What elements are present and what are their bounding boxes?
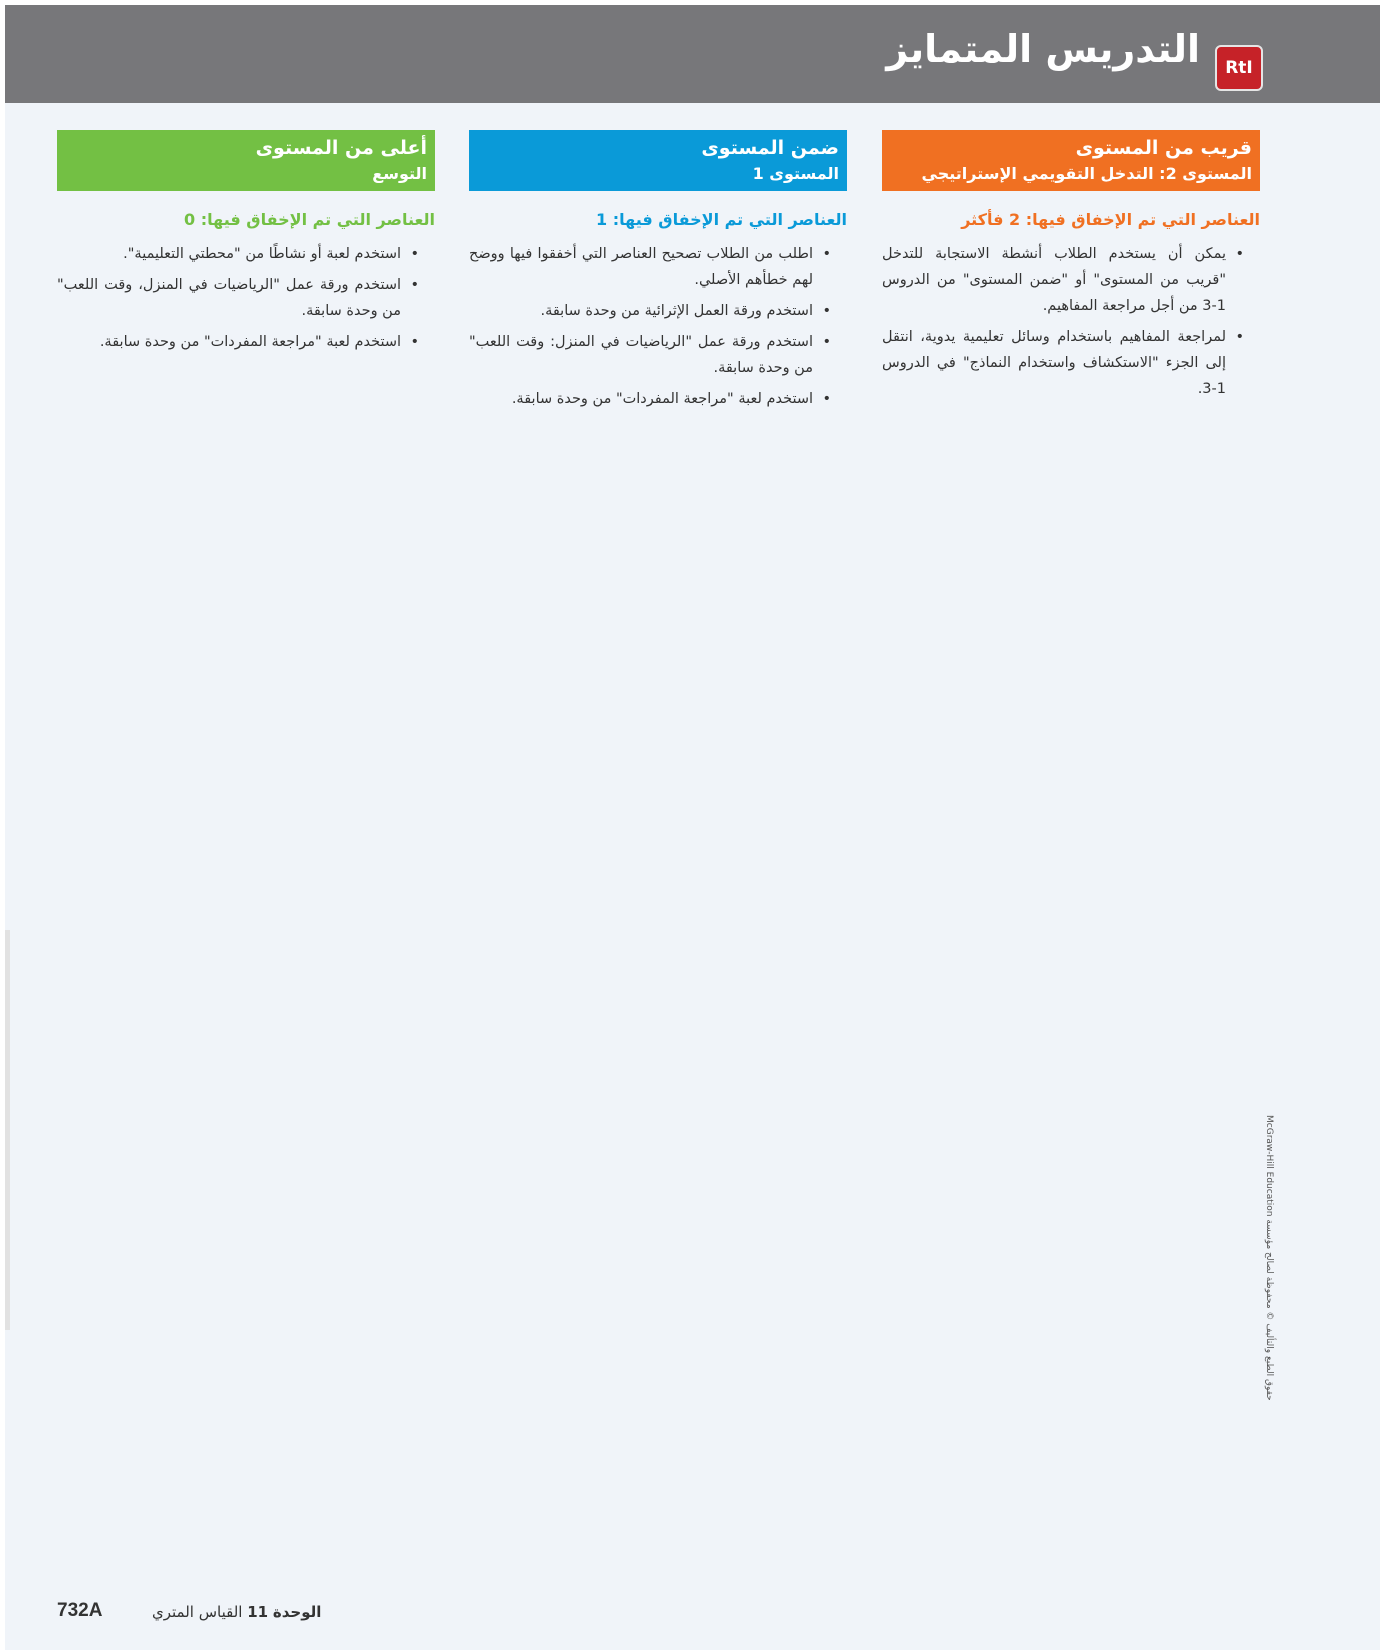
copyright-text: حقوق الطبع والتأليف © محفوظة لصالح مؤسسة McGraw-Hill Education (1264, 1115, 1274, 1401)
page-title: التدريس المتمايز (886, 27, 1200, 71)
column-approaching-level (882, 130, 1260, 407)
items-list (882, 241, 1260, 402)
items-heading: العناصر التي تم الإخفاق فيها: 2 فأكثر (961, 210, 1260, 229)
column-subtitle: المستوى 2: التدخل التقويمي الإستراتيجي (921, 164, 1252, 183)
list-item: • استخدم لعبة أو نشاطًا من "محطتي التعليمية". (57, 241, 419, 267)
column-banner (882, 130, 1260, 191)
list-item: • استخدم لعبة "مراجعة المفردات" من وحدة سابقة. (57, 329, 419, 355)
list-item: • استخدم ورقة العمل الإثرائية من وحدة سابقة. (469, 298, 831, 324)
column-title: ضمن المستوى (701, 137, 839, 159)
unit-title: القياس المتري (152, 1603, 243, 1621)
items-heading: العناصر التي تم الإخفاق فيها: 0 (184, 210, 435, 229)
list-item: • استخدم لعبة "مراجعة المفردات" من وحدة سابقة. (469, 386, 831, 412)
page (5, 5, 1380, 1650)
list-item: • اطلب من الطلاب تصحيح العناصر التي أخفقوا فيها ووضح لهم خطأهم الأصلي. (469, 241, 831, 293)
items-heading: العناصر التي تم الإخفاق فيها: 1 (596, 210, 847, 229)
column-banner (57, 130, 435, 191)
column-title: أعلى من المستوى (255, 137, 427, 159)
copyright-notice (1264, 1115, 1281, 1435)
items-list (469, 241, 847, 412)
items-list (57, 241, 435, 355)
page-edge-shadow (5, 930, 10, 1330)
page-footer (57, 1600, 357, 1626)
column-subtitle: التوسع (372, 164, 427, 183)
column-beyond-level (57, 130, 435, 360)
column-banner (469, 130, 847, 191)
footer-unit (152, 1603, 321, 1621)
list-item: • يمكن أن يستخدم الطلاب أنشطة الاستجابة للتدخل "قريب من المستوى" أو "ضمن المستوى" من الدروس 1-3 من أجل مراجعة المفاهيم. (882, 241, 1244, 319)
unit-number: 11 (247, 1603, 269, 1621)
page-header (5, 5, 1380, 103)
list-item: • استخدم ورقة عمل "الرياضيات في المنزل: وقت اللعب" من وحدة سابقة. (469, 329, 831, 381)
list-item: • استخدم ورقة عمل "الرياضيات في المنزل، وقت اللعب" من وحدة سابقة. (57, 272, 419, 324)
list-item: • لمراجعة المفاهيم باستخدام وسائل تعليمية يدوية، انتقل إلى الجزء "الاستكشاف واستخدام النماذج" في الدروس 1-3. (882, 324, 1244, 402)
column-title: قريب من المستوى (1075, 137, 1252, 159)
rti-badge-icon: RtI (1215, 45, 1263, 91)
column-subtitle: المستوى 1 (752, 164, 839, 183)
page-number: 732A (57, 1600, 103, 1621)
unit-label: الوحدة (272, 1603, 322, 1621)
column-on-level (469, 130, 847, 417)
